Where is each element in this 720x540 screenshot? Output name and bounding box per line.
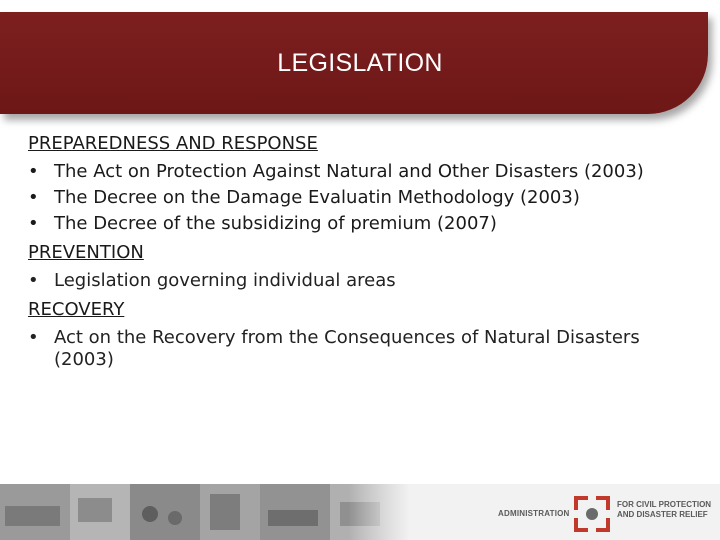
bullet-item (28, 161, 668, 183)
photo-collage-image (0, 484, 410, 540)
bullet-item (28, 213, 668, 235)
bullet-item (28, 187, 668, 209)
civil-protection-logo (572, 494, 612, 534)
administration-label: ADMINISTRATION (498, 509, 570, 518)
footer-banner (0, 484, 720, 540)
bullet-icon: • (28, 187, 39, 208)
org-line-2: AND DISASTER RELIEF (617, 510, 708, 519)
bullet-text: The Decree of the subsidizing of premium (2007) (54, 213, 497, 234)
bullet-icon: • (28, 327, 39, 348)
slide-content (28, 130, 668, 375)
bullet-text: The Act on Protection Against Natural and Other Disasters (2003) (54, 161, 644, 182)
section-heading-preparedness: PREPAREDNESS AND RESPONSE (28, 133, 318, 154)
section-heading-prevention: PREVENTION (28, 242, 144, 263)
slide-title: LEGISLATION (277, 48, 443, 77)
bullet-text: Act on the Recovery from the Consequences of Natural Disasters (2003) (54, 327, 640, 370)
footer-photo-strip (0, 484, 410, 540)
bullet-icon: • (28, 213, 39, 234)
organization-name (617, 500, 711, 520)
org-line-1: FOR CIVIL PROTECTION (617, 500, 712, 509)
bullet-item (28, 327, 668, 371)
bullet-icon: • (28, 270, 39, 291)
bullet-icon: • (28, 161, 39, 182)
section-heading-recovery: RECOVERY (28, 299, 125, 320)
bullet-text: The Decree on the Damage Evaluatin Methodology (2003) (54, 187, 580, 208)
bullet-text: Legislation governing individual areas (54, 270, 396, 291)
bullet-item (28, 270, 668, 292)
